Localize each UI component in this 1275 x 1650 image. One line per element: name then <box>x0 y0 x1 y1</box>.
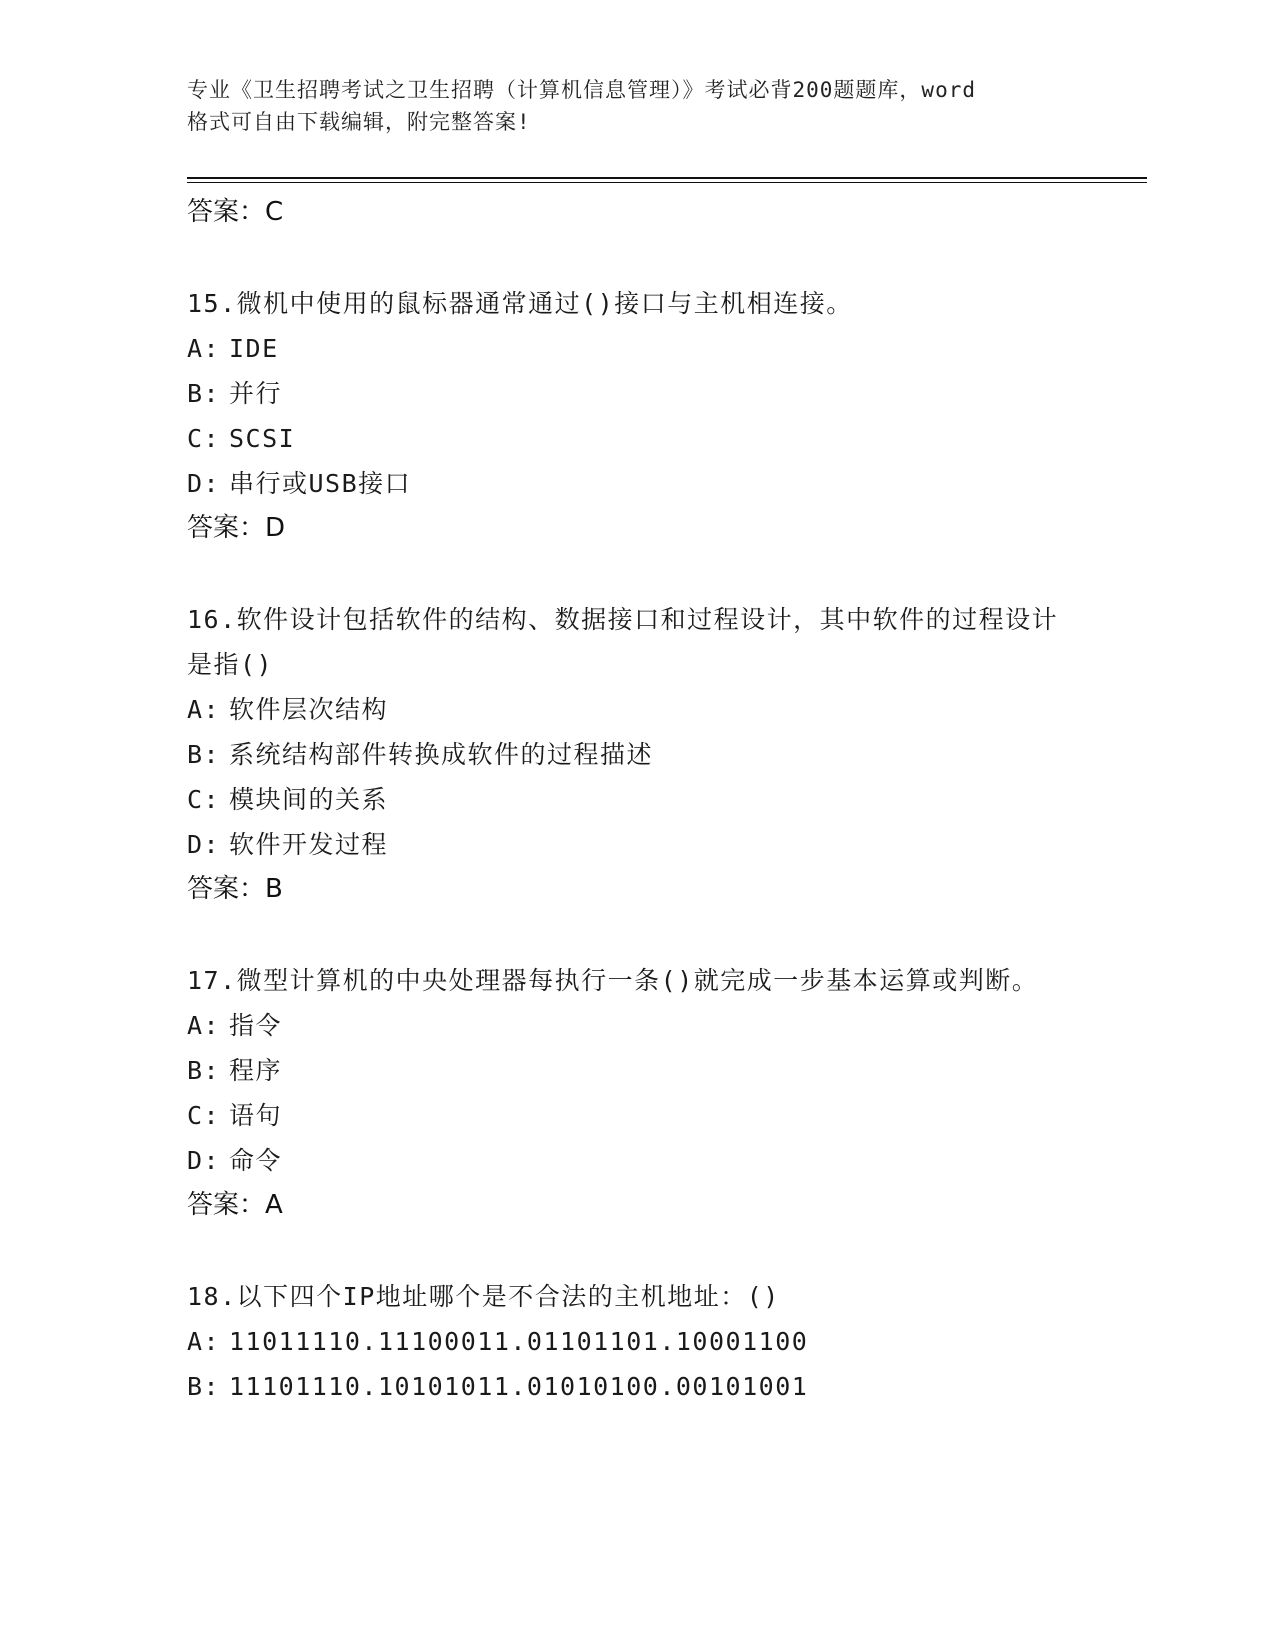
option-a <box>187 687 1087 732</box>
header-line-1: 专业《卫生招聘考试之卫生招聘（计算机信息管理）》考试必背200题题库，word <box>187 78 976 102</box>
option-d <box>187 461 1087 506</box>
option-letter: C: <box>187 1101 221 1130</box>
option-b <box>187 1364 1087 1409</box>
question-17: 17.微型计算机的中央处理器每执行一条()就完成一步基本运算或判断。 <box>187 966 1039 995</box>
document-header <box>187 74 1087 138</box>
option-text: 语句 <box>229 1101 283 1130</box>
option-b <box>187 1048 1087 1093</box>
option-text: 模块间的关系 <box>229 785 389 814</box>
option-letter: B: <box>187 740 221 769</box>
option-text: IDE <box>229 334 279 363</box>
option-letter: A: <box>187 1011 221 1040</box>
question-list <box>187 190 1087 1409</box>
answer-line: 答案：B <box>187 874 283 904</box>
header-rule-thick <box>187 177 1147 179</box>
option-letter: C: <box>187 424 221 453</box>
option-c <box>187 777 1087 822</box>
option-text: 11101110.10101011.01010100.00101001 <box>229 1372 809 1401</box>
option-letter: A: <box>187 695 221 724</box>
option-c <box>187 1093 1087 1138</box>
question-18: 18.以下四个IP地址哪个是不合法的主机地址：() <box>187 1282 780 1311</box>
answer-line: 答案：D <box>187 513 286 543</box>
answer-line: 答案：C <box>187 197 284 227</box>
option-text: 串行或USB接口 <box>229 469 412 498</box>
option-letter: B: <box>187 1372 221 1401</box>
option-b <box>187 371 1087 416</box>
answer-line: 答案：A <box>187 1190 283 1220</box>
option-c <box>187 416 1087 461</box>
option-letter: B: <box>187 1056 221 1085</box>
option-letter: B: <box>187 379 221 408</box>
option-a <box>187 1003 1087 1048</box>
option-text: 命令 <box>229 1146 283 1175</box>
option-text: 程序 <box>229 1056 283 1085</box>
option-text: 软件层次结构 <box>229 695 389 724</box>
question-16: 16.软件设计包括软件的结构、数据接口和过程设计，其中软件的过程设计是指() <box>187 605 1059 679</box>
option-text: 系统结构部件转换成软件的过程描述 <box>229 740 654 769</box>
option-letter: A: <box>187 1327 221 1356</box>
option-text: 软件开发过程 <box>229 830 389 859</box>
header-rule-thin <box>187 182 1147 183</box>
option-text: 并行 <box>229 379 283 408</box>
option-b <box>187 732 1087 777</box>
option-d <box>187 1138 1087 1183</box>
option-text: 11011110.11100011.01101101.10001100 <box>229 1327 809 1356</box>
header-line-2: 格式可自由下载编辑，附完整答案! <box>187 110 531 134</box>
option-letter: A: <box>187 334 221 363</box>
option-text: SCSI <box>229 424 296 453</box>
option-a <box>187 326 1087 371</box>
option-letter: D: <box>187 1146 221 1175</box>
option-d <box>187 822 1087 867</box>
option-text: 指令 <box>229 1011 283 1040</box>
option-letter: C: <box>187 785 221 814</box>
option-letter: D: <box>187 469 221 498</box>
question-15: 15.微机中使用的鼠标器通常通过()接口与主机相连接。 <box>187 289 853 318</box>
option-letter: D: <box>187 830 221 859</box>
option-a <box>187 1319 1087 1364</box>
